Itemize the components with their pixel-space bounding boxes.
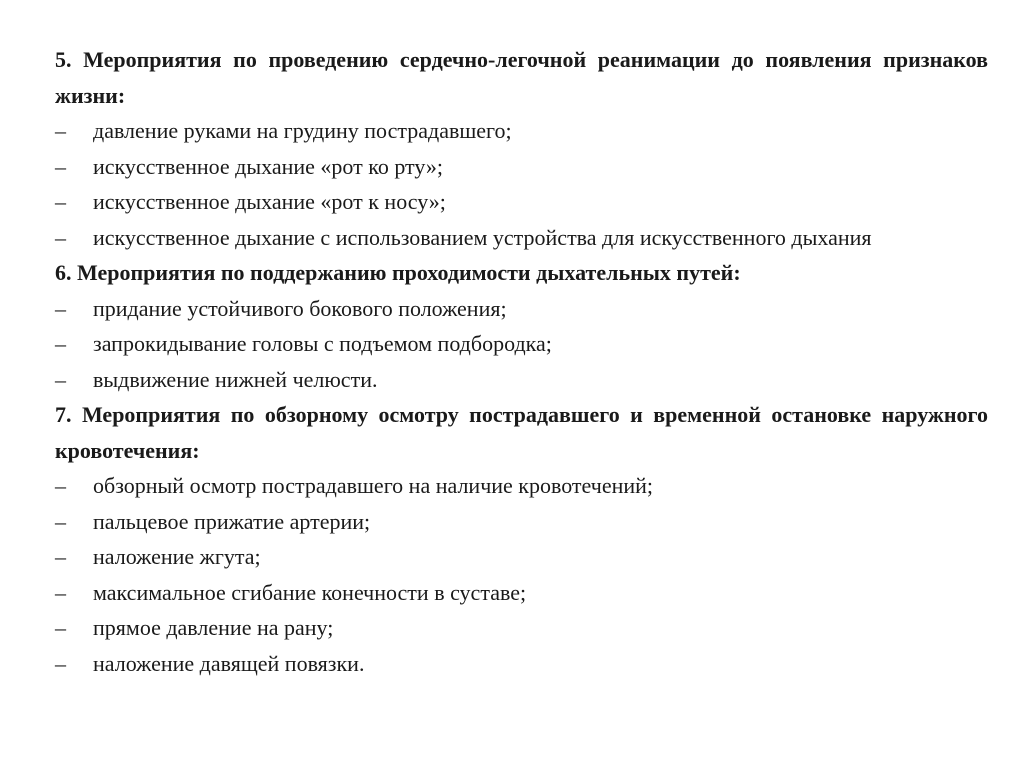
dash-bullet: – (55, 189, 66, 214)
list-item (55, 220, 988, 256)
list-item-text: прямое давление на рану; (93, 615, 334, 640)
dash-bullet: – (55, 295, 66, 321)
list-item-text: искусственное дыхание «рот к носу»; (93, 189, 446, 214)
list-item-text: максимальное сгибание конечности в суставе; (93, 579, 527, 605)
section-5 (55, 42, 988, 255)
section-7 (55, 397, 988, 681)
document-body (55, 42, 988, 681)
section-heading: 7. Мероприятия по обзорному осмотру пострадавшего и временной остановке наружного кровотечения: (55, 402, 988, 463)
dash-bullet: – (55, 153, 66, 179)
list-item (55, 646, 988, 682)
dash-bullet: – (55, 579, 66, 605)
list-item-text: выдвижение нижней челюсти. (93, 366, 378, 392)
section-heading: 5. Мероприятия по проведению сердечно-легочной реанимации до появления признаков жизни: (55, 47, 988, 108)
list-item-text: наложение жгута; (93, 544, 261, 569)
list-item-text: искусственное дыхание с использованием устройства для искусственного дыхания (93, 224, 872, 250)
dash-bullet: – (55, 224, 66, 250)
list-item (55, 362, 988, 398)
dash-bullet: – (55, 650, 66, 676)
list-item (55, 184, 988, 220)
list-item (55, 539, 988, 575)
list-item (55, 149, 988, 185)
list-item (55, 291, 988, 327)
dash-bullet: – (55, 118, 66, 143)
dash-bullet: – (55, 544, 66, 569)
list-item (55, 113, 988, 149)
list-item-text: обзорный осмотр пострадавшего на наличие кровотечений; (93, 473, 654, 498)
dash-bullet: – (55, 366, 66, 392)
list-item-text: искусственное дыхание «рот ко рту»; (93, 153, 444, 179)
list-item-text: давление руками на грудину пострадавшего; (93, 118, 512, 143)
list-item (55, 468, 988, 504)
section-list (55, 468, 988, 681)
dash-bullet: – (55, 473, 66, 498)
list-item (55, 326, 988, 362)
section-6 (55, 255, 988, 397)
dash-bullet: – (55, 331, 66, 356)
section-list (55, 291, 988, 398)
list-item (55, 575, 988, 611)
list-item (55, 504, 988, 540)
dash-bullet: – (55, 508, 66, 534)
list-item-text: запрокидывание головы с подъемом подбородка; (93, 331, 552, 356)
section-list (55, 113, 988, 255)
section-heading: 6. Мероприятия по поддержанию проходимости дыхательных путей: (55, 260, 741, 285)
list-item-text: придание устойчивого бокового положения; (93, 295, 507, 321)
list-item (55, 610, 988, 646)
list-item-text: пальцевое прижатие артерии; (93, 508, 371, 534)
dash-bullet: – (55, 615, 66, 640)
list-item-text: наложение давящей повязки. (93, 650, 365, 676)
